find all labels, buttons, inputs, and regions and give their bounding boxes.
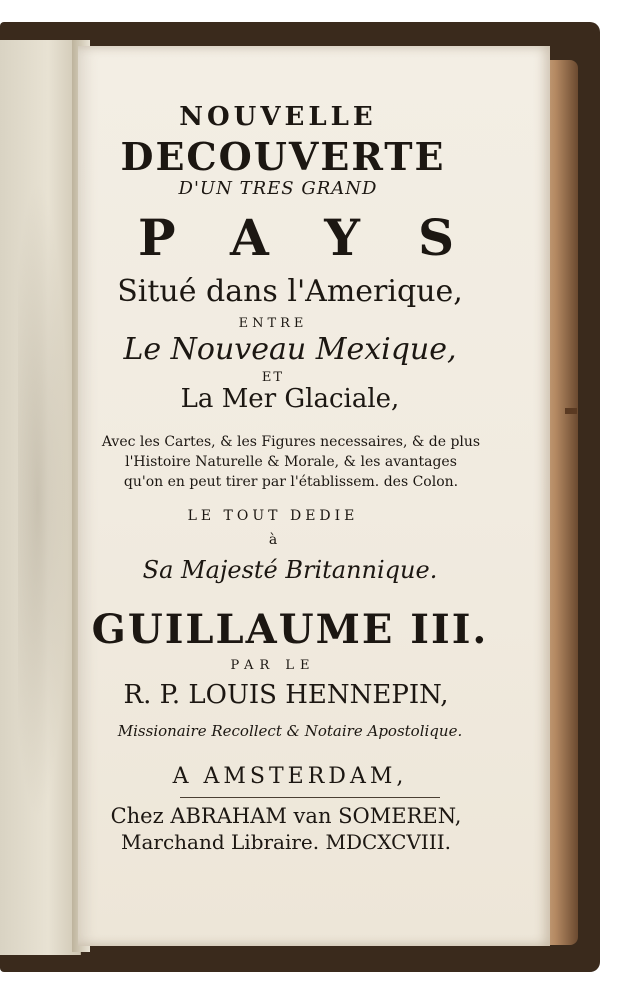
imprint-publisher: Chez ABRAHAM van SOMEREN, — [110, 804, 462, 828]
title-line-mer-glaciale: La Mer Glaciale, — [180, 384, 400, 414]
title-line-et: ET — [261, 370, 285, 385]
author-name: R. P. LOUIS HENNEPIN, — [123, 680, 449, 710]
title-line-nouvelle: NOUVELLE — [179, 102, 377, 132]
title-line-histoire: l'Histoire Naturelle & Morale, & les avantages — [125, 454, 457, 470]
title-line-majeste: Sa Majesté Britannique. — [142, 556, 438, 584]
title-line-entre: ENTRE — [238, 316, 308, 331]
imprint-date: Marchand Libraire. MDCXCVIII. — [121, 830, 451, 854]
facing-page-engraving — [18, 180, 68, 820]
title-line-colon: qu'on en peut tirer par l'établissem. des Colon. — [123, 474, 459, 490]
title-line-cartes: Avec les Cartes, & les Figures necessaires, & de plus — [101, 434, 481, 450]
title-line-guillaume: GUILLAUME III. — [91, 606, 489, 653]
title-line-decouverte: DECOUVERTE — [120, 134, 446, 179]
title-line-pays: PAYS — [138, 208, 513, 267]
author-title: Missionaire Recollect & Notaire Apostolique. — [117, 722, 463, 740]
imprint-city: A AMSTERDAM, — [172, 764, 408, 789]
bookmark-ribbon — [565, 408, 577, 414]
title-line-amerique: Situé dans l'Amerique, — [117, 274, 463, 309]
title-line-dedie: LE TOUT DEDIE — [187, 508, 359, 524]
title-line-tres-grand: D'UN TRES GRAND — [178, 178, 378, 199]
imprint-rule — [180, 797, 440, 798]
title-line-nouveau-mexique: Le Nouveau Mexique, — [123, 332, 457, 367]
title-line-a: à — [268, 532, 278, 548]
title-line-par-le: PAR LE — [230, 658, 316, 673]
